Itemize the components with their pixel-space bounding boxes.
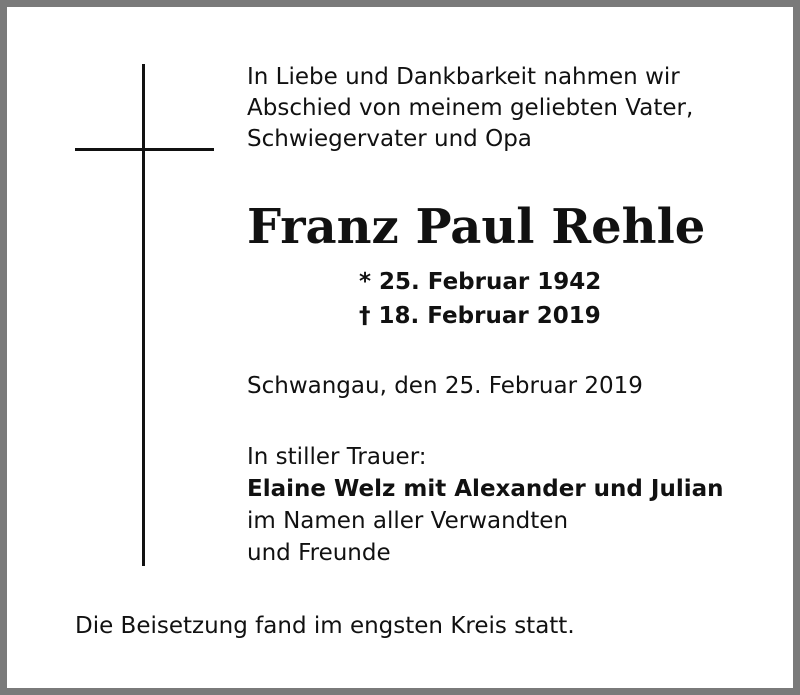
- intro-line: In Liebe und Dankbarkeit nahmen wir: [247, 64, 680, 90]
- mourners-line: im Namen aller Verwandten: [247, 508, 569, 534]
- intro-line: Schwiegervater und Opa: [247, 126, 532, 152]
- birth-date: * 25. Februar 1942: [359, 269, 602, 295]
- intro-line: Abschied von meinem geliebten Vater,: [247, 95, 694, 121]
- intro-text: [247, 62, 787, 155]
- place-and-date: Schwangau, den 25. Februar 2019: [247, 373, 643, 399]
- mourning-heading: In stiller Trauer:: [247, 444, 427, 470]
- cross-symbol-vertical: [142, 64, 145, 566]
- mourners-line: und Freunde: [247, 540, 391, 566]
- mourners-names: Elaine Welz mit Alexander und Julian: [247, 476, 724, 502]
- deceased-name: Franz Paul Rehle: [247, 199, 706, 255]
- mourners-block: [247, 441, 724, 569]
- life-dates: [359, 265, 601, 333]
- death-date: † 18. Februar 2019: [359, 303, 601, 329]
- burial-note: Die Beisetzung fand im engsten Kreis statt.: [75, 613, 575, 639]
- cross-symbol-horizontal: [75, 148, 214, 151]
